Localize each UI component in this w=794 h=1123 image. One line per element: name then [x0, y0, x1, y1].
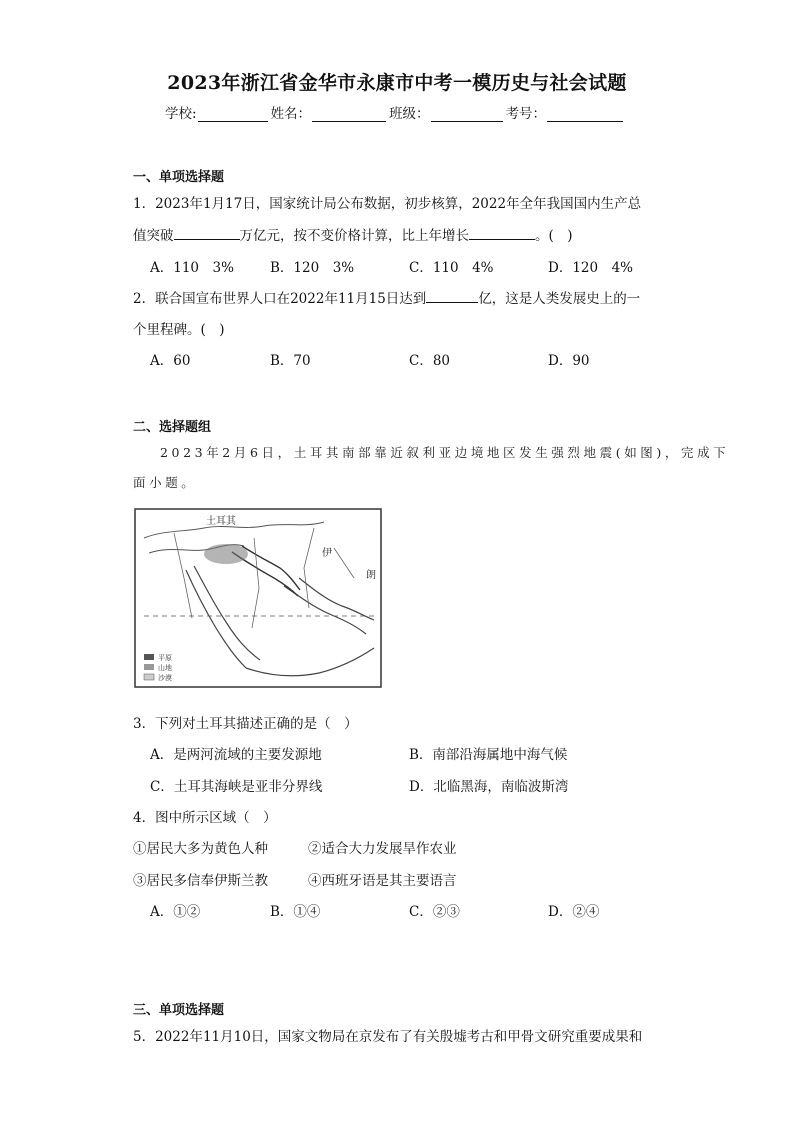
class-blank[interactable]: [431, 107, 503, 122]
q2-option-a[interactable]: A．60: [150, 353, 191, 369]
legend-swatch-2: [144, 664, 154, 670]
q4-option-c[interactable]: C．②③: [409, 904, 460, 920]
q1-options: [150, 256, 650, 274]
q1-line-1: 1．2023年1月17日，国家统计局公布数据，初步核算，2022年全年我国国内生产总: [133, 196, 642, 212]
q1-line-2: [133, 224, 573, 244]
q4-item-3: ③居民多信奉伊斯兰教: [133, 873, 268, 889]
group-intro-line-2: 面小题。: [133, 475, 198, 490]
map-label-iran-1: 伊: [322, 548, 332, 559]
section-heading-2: 二、选择题组: [133, 420, 212, 435]
q2-option-c[interactable]: C．80: [409, 353, 451, 369]
group-intro-line-1: 2023年2月6日，土耳其南部靠近叙利亚边境地区发生强烈地震(如图)，完成下: [160, 445, 730, 460]
legend-label-2: 山地: [158, 664, 172, 672]
legend-label-1: 平原: [158, 654, 172, 662]
q4-options: [150, 900, 650, 918]
map-legend: [144, 653, 172, 682]
q4-item-1: ①居民大多为黄色人种: [133, 841, 268, 857]
legend-swatch-3: [144, 674, 154, 680]
q3-option-c[interactable]: C．土耳其海峡是亚非分界线: [150, 779, 323, 795]
q1-option-c[interactable]: C．110 4%: [409, 260, 494, 276]
q2-line-1: [133, 287, 640, 307]
q1-option-b[interactable]: B．120 3%: [270, 260, 355, 276]
map-label-iran-2: 朗: [366, 570, 376, 581]
q1-blank-1: [174, 226, 240, 240]
section-heading-1: 一、单项选择题: [133, 170, 225, 185]
q4-option-d[interactable]: D．②④: [548, 904, 600, 920]
school-blank[interactable]: [198, 107, 268, 122]
q3-options-row-1: [150, 743, 670, 761]
q2-blank: [426, 289, 478, 303]
middle-east-map: [134, 508, 382, 688]
q3-options-row-2: [150, 775, 670, 793]
q1-option-d[interactable]: D．120 4%: [548, 260, 634, 276]
school-label: 学校:: [165, 106, 197, 122]
q3-stem: 3．下列对土耳其描述正确的是（ ）: [133, 716, 358, 732]
map-earthquake-zone: [204, 544, 248, 564]
q1-blank-2: [469, 226, 535, 240]
q1-text-a: 值突破: [133, 228, 174, 244]
section-heading-3: 三、单项选择题: [133, 1003, 225, 1018]
q4-item-2: ②适合大力发展旱作农业: [308, 841, 457, 857]
q4-option-a[interactable]: A．①②: [150, 904, 201, 920]
q4-items-row-2: [133, 869, 653, 887]
q4-stem: 4．图中所示区域（ ）: [133, 810, 277, 826]
legend-label-3: 沙漠: [158, 674, 172, 682]
q2-line-2: 个里程碑。( ): [133, 322, 225, 338]
q1-text-c: 。( ): [535, 228, 573, 244]
q2-text-b: 亿，这是人类发展史上的一: [478, 291, 641, 307]
q2-option-b[interactable]: B．70: [270, 353, 311, 369]
q3-option-b[interactable]: B．南部沿海属地中海气候: [409, 747, 568, 763]
q1-text-b: 万亿元，按不变价格计算，比上年增长: [239, 228, 469, 244]
q4-item-4: ④西班牙语是其主要语言: [308, 873, 457, 889]
name-label: 姓名：: [270, 106, 312, 122]
q5-line-1: 5．2022年11月10日，国家文物局在京发布了有关殷墟考古和甲骨文研究重要成果和: [133, 1029, 643, 1045]
q4-option-b[interactable]: B．①④: [270, 904, 321, 920]
exam-no-blank[interactable]: [547, 107, 623, 122]
q3-option-a[interactable]: A．是两河流域的主要发源地: [150, 747, 322, 763]
q4-items-row-1: [133, 837, 653, 855]
name-blank[interactable]: [312, 107, 386, 122]
q3-option-d[interactable]: D．北临黑海，南临波斯湾: [409, 779, 569, 795]
q2-text-a: 2．联合国宣布世界人口在2022年11月15日达到: [133, 291, 427, 307]
map-label-turkey: 土耳其: [206, 516, 236, 527]
class-label: 班级：: [389, 106, 430, 122]
exam-title: 2023年浙江省金华市永康市中考一模历史与社会试题: [167, 72, 627, 94]
exam-no-label: 考号：: [505, 106, 547, 122]
q2-options: [150, 349, 650, 367]
student-info-row: [165, 102, 626, 122]
q1-option-a[interactable]: A．110 3%: [150, 260, 234, 276]
legend-swatch-1: [144, 654, 154, 660]
q2-option-d[interactable]: D．90: [548, 353, 590, 369]
